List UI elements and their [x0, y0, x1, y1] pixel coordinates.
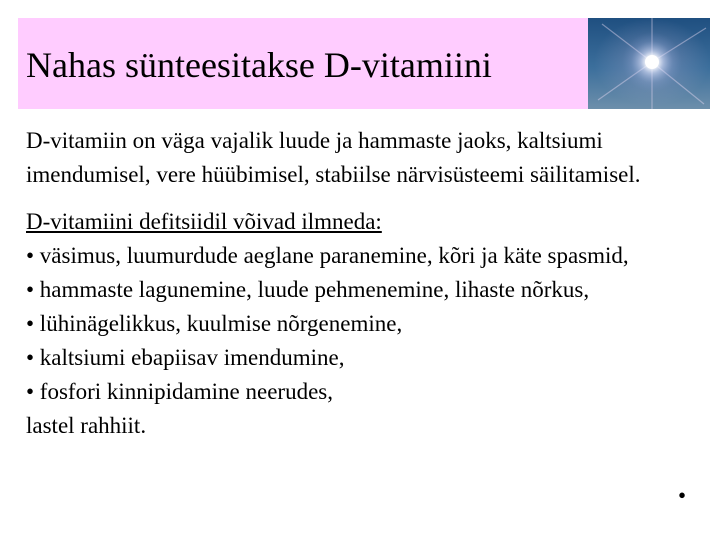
closing-line: lastel rahhiit.: [26, 413, 147, 438]
symptom-list: [26, 239, 686, 409]
list-item: • lühinägelikkus, kuulmise nõrgenemine,: [26, 311, 403, 336]
list-item: • fosfori kinnipidamine neerudes,: [26, 379, 333, 404]
list-item: • väsimus, luumurdude aeglane paranemine, kõri ja käte spasmid,: [26, 243, 629, 268]
slide-body: [26, 124, 686, 443]
list-item: • kaltsiumi ebapiisav imendumine,: [26, 345, 345, 370]
title-band: [18, 18, 588, 109]
slide-title: Nahas sünteesitakse D-vitamiini: [26, 45, 492, 85]
deficiency-heading: D-vitamiini defitsiidil võivad ilmneda:: [26, 209, 382, 234]
list-item: • hammaste lagunemine, luude pehmenemine, lihaste nõrkus,: [26, 277, 590, 302]
stray-bullet: •: [678, 483, 687, 508]
intro-paragraph: D-vitamiin on väga vajalik luude ja hammaste jaoks, kaltsiumi imendumisel, vere hüübimisel, stabiilse närvisüsteemi säilitamisel.: [26, 128, 641, 187]
sun-in-sky-photo: [588, 18, 710, 109]
